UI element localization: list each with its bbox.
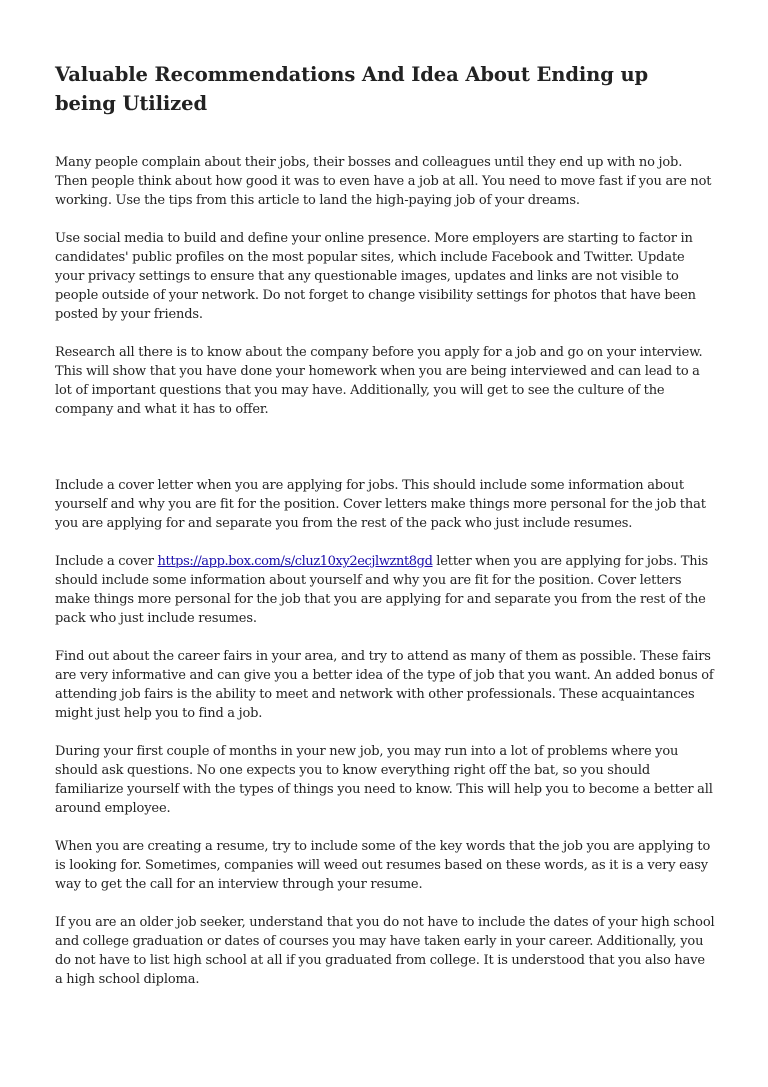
paragraph-3: Research all there is to know about the company before you apply for a job and go on your interview. This will show that you have done your homework when you are being interviewed and can lead to a lot of important questions that you may have. Additionally, you will get to see the culture of the company and what it has to offer. <box>55 345 703 417</box>
paragraph-4: Include a cover letter when you are applying for jobs. This should include some information about yourself and why you are fit for the position. Cover letters make things more personal for the job that you are applying for and separate you from the rest of the pack who just include resumes. <box>55 478 706 531</box>
paragraph-9: If you are an older job seeker, understand that you do not have to include the dates of your high school and college graduation or dates of courses you may have taken early in your career. Additionally, you do not have to list high school at all if you graduated from college. It is understood that you also have a high school diploma. <box>55 915 715 987</box>
paragraph-5-lead: Include a cover <box>55 554 158 569</box>
paragraph-5 <box>55 552 715 628</box>
paragraph-6: Find out about the career fairs in your area, and try to attend as many of them as possible. These fairs are very informative and can give you a better idea of the type of job that you want. An added bonus of attending job fairs is the ability to meet and network with other professionals. These acquaintances might just help you to find a job. <box>55 649 714 721</box>
paragraph-7: During your first couple of months in your new job, you may run into a lot of problems where you should ask questions. No one expects you to know everything right off the bat, so you should familiarize yourself with the types of things you need to know. This will help you to become a better all around employee. <box>55 744 713 816</box>
paragraph-2: Use social media to build and define your online presence. More employers are starting to factor in candidates' public profiles on the most popular sites, which include Facebook and Twitter. Update your privacy settings to ensure that any questionable images, updates and links are not visible to people outside of your network. Do not forget to change visibility settings for photos that have been posted by your friends. <box>55 231 696 322</box>
document-page <box>55 60 715 1008</box>
article-title: Valuable Recommendations And Idea About Ending up being Utilized <box>55 63 649 115</box>
paragraph-5-tail: letter when you are applying for jobs. This should include some information about yourself and why you are fit for the position. Cover letters make things more personal for the job that you are applying for and separate you from the rest of the pack who just include resumes. <box>55 554 709 626</box>
box-link[interactable]: https://app.box.com/s/cluz10xy2ecjlwznt8gd <box>157 554 433 569</box>
paragraph-1: Many people complain about their jobs, their bosses and colleagues until they end up with no job. Then people think about how good it was to even have a job at all. You need to move fast if you are not working. Use the tips from this article to land the high-paying job of your dreams. <box>55 155 712 208</box>
paragraph-8: When you are creating a resume, try to include some of the key words that the job you are applying to is looking for. Sometimes, companies will weed out resumes based on these words, as it is a very easy way to get the call for an interview through your resume. <box>55 839 711 892</box>
